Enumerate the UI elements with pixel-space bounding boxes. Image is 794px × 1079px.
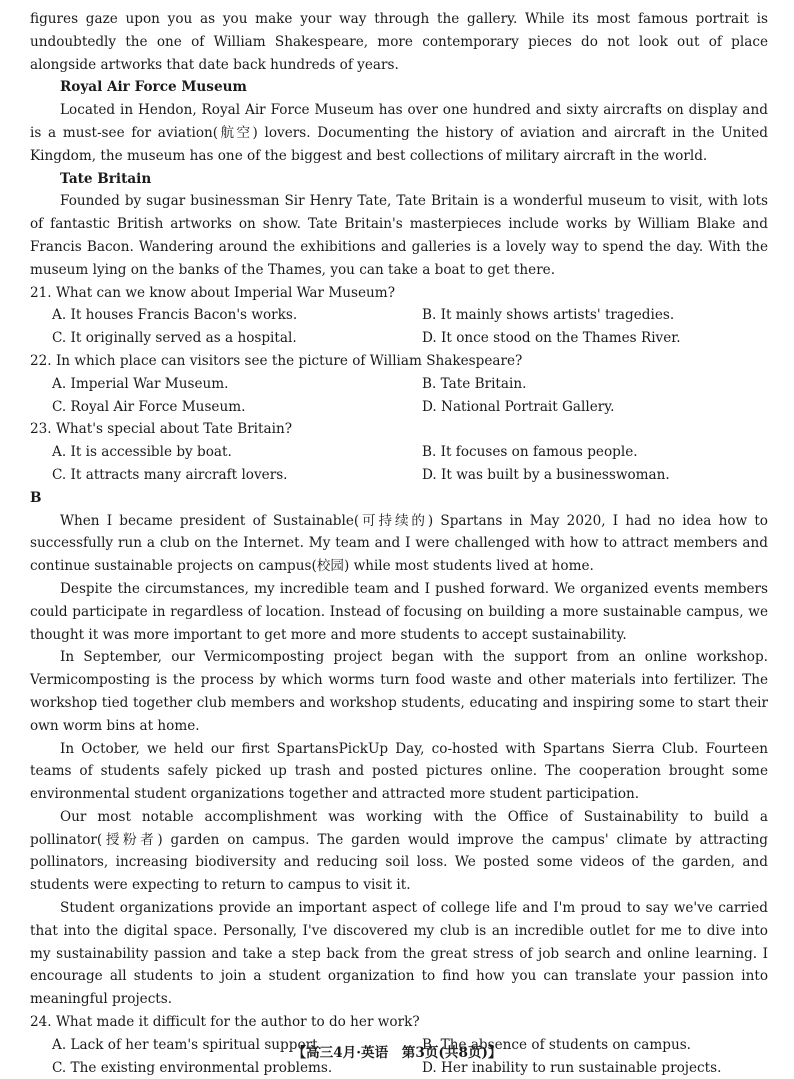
passage-b-paragraph: Student organizations provide an important aspect of college life and I'm proud to say we've carried that into the digital space. Personally, I've discovered my club is an incredible outlet for me to dive into my sustainability passion and take a step back from the great stress of job search and online learning. I encourage all students to join a student organization to find how you can translate your passion into meaningful projects. bbox=[30, 900, 768, 1008]
passage-a-intro-end: figures gaze upon you as you make your way through the gallery. While its most famous portrait is undoubtedly the one of William Shakespeare, more contemporary pieces do not look out of place alongside artworks that date back hundreds of years. bbox=[30, 11, 768, 73]
raf-museum-heading: Royal Air Force Museum bbox=[60, 79, 247, 96]
answer-options bbox=[30, 441, 768, 487]
passage-b-paragraph: In September, our Vermicomposting project began with the support from an online workshop. Vermicomposting is the process by which worms turn food waste and other materials into fertilizer. The workshop tied together club members and workshop students, educating and inspiring some to start their own worm bins at home. bbox=[30, 649, 768, 734]
option-a: A. Lack of her team's spiritual support. bbox=[52, 1036, 322, 1053]
passage-b-paragraph: When I became president of Sustainable(可持续的) Spartans in May 2020, I had no idea how to successfully run a club on the Internet. My team and I were challenged with how to attract members and continue sustainable projects on campus(校园) while most students lived at home. bbox=[30, 512, 768, 575]
option-a: A. Imperial War Museum. bbox=[52, 375, 229, 392]
option-c: C. Royal Air Force Museum. bbox=[52, 398, 246, 415]
option-b: B. It mainly shows artists' tragedies. bbox=[422, 307, 675, 324]
question-stem: 22. In which place can visitors see the picture of William Shakespeare? bbox=[30, 352, 523, 369]
question-stem: 24. What made it difficult for the author to do her work? bbox=[30, 1014, 420, 1031]
answer-options bbox=[30, 373, 768, 419]
answer-options bbox=[30, 304, 768, 350]
section-b-label: B bbox=[30, 489, 42, 506]
option-a: A. It houses Francis Bacon's works. bbox=[52, 307, 298, 324]
raf-museum-paragraph: Located in Hendon, Royal Air Force Museum has over one hundred and sixty aircrafts on display and is a must-see for aviation(航空) lovers. Documenting the history of aviation and aircraft in the United Kingdom, the museum has one of the biggest and best collections of military aircraft in the world. bbox=[30, 102, 768, 164]
question-22 bbox=[30, 350, 768, 418]
question-21 bbox=[30, 282, 768, 350]
question-stem: 21. What can we know about Imperial War Museum? bbox=[30, 284, 395, 301]
option-d: D. It once stood on the Thames River. bbox=[422, 330, 681, 347]
option-d: D. Her inability to run sustainable projects. bbox=[422, 1059, 722, 1076]
question-23 bbox=[30, 418, 768, 486]
passage-b-paragraph: Our most notable accomplishment was working with the Office of Sustainability to build a pollinator(授粉者) garden on campus. The garden would improve the campus' climate by attracting pollinators, increasing biodiversity and reducing soil loss. We posted some videos of the garden, and students were expecting to return to campus to visit it. bbox=[30, 808, 768, 894]
option-b: B. The absence of students on campus. bbox=[422, 1036, 691, 1053]
option-d: D. National Portrait Gallery. bbox=[422, 398, 615, 415]
option-b: B. It focuses on famous people. bbox=[422, 444, 638, 461]
option-b: B. Tate Britain. bbox=[422, 375, 527, 392]
option-a: A. It is accessible by boat. bbox=[52, 444, 232, 461]
question-stem: 23. What's special about Tate Britain? bbox=[30, 421, 292, 438]
tate-britain-heading: Tate Britain bbox=[60, 170, 152, 187]
option-d: D. It was built by a businesswoman. bbox=[422, 466, 670, 483]
passage-b-paragraph: In October, we held our first SpartansPickUp Day, co-hosted with Spartans Sierra Club. Fourteen teams of students safely picked up trash and posted pictures online. The cooperation brought some environmental student organizations together and attracted more student participation. bbox=[30, 740, 768, 803]
passage-b-paragraph: Despite the circumstances, my incredible team and I pushed forward. We organized events members could participate in regardless of location. Instead of focusing on building a more sustainable campus, we thought it was more important to get more and more students to accept sustainability. bbox=[30, 580, 768, 643]
option-c: C. It originally served as a hospital. bbox=[52, 330, 297, 347]
option-c: C. It attracts many aircraft lovers. bbox=[52, 466, 288, 483]
page-content bbox=[30, 8, 768, 1079]
option-c: C. The existing environmental problems. bbox=[52, 1059, 333, 1076]
page-footer: 【高三4月·英语 第3页(共8页)】 bbox=[292, 1045, 502, 1061]
tate-britain-paragraph: Founded by sugar businessman Sir Henry Tate, Tate Britain is a wonderful museum to visit, with lots of fantastic British artworks on show. Tate Britain's masterpieces include works by William Blake and Francis Bacon. Wandering around the exhibitions and galleries is a lovely way to spend the day. With the museum lying on the banks of the Thames, you can take a boat to get there. bbox=[30, 193, 768, 278]
